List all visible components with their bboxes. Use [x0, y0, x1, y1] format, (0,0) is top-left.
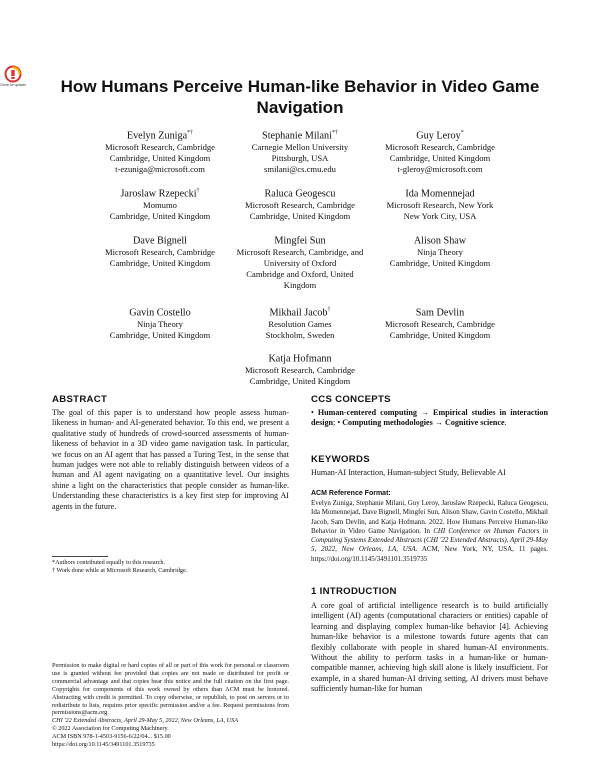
ccs-concept-4: Cognitive science — [444, 418, 505, 428]
author-affiliation-line: Ninja Theory — [137, 319, 183, 330]
author-affiliation-line: Carnegie Mellon University — [251, 142, 349, 153]
abstract-text: The goal of this paper is to understand how people assess human-likeness in human- and AI-generated behavior. To this end, we present a qualitative study of hundreds of crowd-sourced assessments of human-likeness of behavior in a 3D video game navigation task. In particular, we focus on an AI agent that has passed a Turing Test, in the sense that human judges were not able to reliably distinguish between videos of a human and AI agent navigating on a quantitative level. Our insights shine a light on the characteristics that people consider as human-like. Understanding these characteristics is a key first step for improving AI agents in the future. — [52, 408, 289, 511]
author-affiliation-line: Microsoft Research, Cambridge — [244, 365, 355, 376]
author-mark: *† — [331, 130, 338, 136]
author-affiliation-line: Microsoft Research, Cambridge — [104, 142, 215, 153]
ccs-concept-1: Human-centered computing — [317, 408, 417, 417]
footnotes — [52, 559, 289, 575]
author-affiliation-line: Cambridge, United Kingdom — [109, 211, 211, 222]
author-affiliation-line: Microsoft Research, Cambridge — [244, 200, 355, 211]
author-mark: † — [327, 307, 331, 313]
author-affiliation-line: Stockholm, Sweden — [265, 330, 335, 341]
author — [350, 185, 530, 222]
author-affiliation-line: Cambridge, United Kingdom — [109, 153, 211, 164]
author-affiliation-line: Microsoft Research, Cambridge — [384, 319, 495, 330]
author-affiliation-line: Momumo — [143, 200, 177, 211]
author-affiliation-line: Ninja Theory — [417, 247, 463, 258]
doi-link[interactable]: https://doi.org/10.1145/3491101.3519735 — [52, 741, 155, 749]
author-name — [350, 185, 530, 200]
author-name-text: Sam Devlin — [415, 307, 465, 319]
permission-text: Permission to make digital or hard copies of all or part of this work for personal or classroom use is granted without fee provided that copies are not made or distributed for profit or commercial advantage and that copies bear this notice and the full citation on the first page. Copyrights for components of this work owned by others than ACM must be honored. Abstracting with credit is permitted. To copy otherwise, or republish, to post on servers or to redistribute to lists, requires prior specific permission and/or a fee. Request permissions from permissions@acm.org. — [52, 662, 289, 717]
author-name-text: Alison Shaw — [413, 235, 467, 247]
author-name-text: Katja Hofmann — [268, 353, 332, 365]
footnote-equal-contribution: *Authors contributed equally to this research. — [52, 559, 166, 566]
check-for-updates-badge[interactable] — [1, 64, 25, 92]
author-name-text: Gavin Costello — [129, 307, 191, 319]
reference-text — [311, 499, 548, 564]
author-name-text: Mikhail Jacob — [269, 307, 328, 319]
author — [350, 232, 530, 269]
reference-post: ACM, New York, NY, USA, 11 pages. https://doi.org/10.1145/3491101.3519735 — [311, 545, 549, 563]
author-mark: *† — [187, 130, 194, 136]
paper-title: How Humans Perceive Human-like Behavior in Video Game Navigation — [60, 77, 540, 117]
ccs-heading: CCS CONCEPTS — [311, 394, 391, 405]
introduction-heading: 1 INTRODUCTION — [311, 586, 397, 597]
author — [210, 350, 390, 387]
isbn-line: ACM ISBN 978-1-4503-9156-6/22/04... $15.00 — [52, 733, 171, 741]
author-affiliation-line: Cambridge, United Kingdom — [109, 258, 211, 269]
author-name — [350, 304, 530, 319]
author-affiliation-line: New York City, USA — [403, 211, 477, 222]
author-affiliation-line: Resolution Games — [268, 319, 332, 330]
reference-heading: ACM Reference Format: — [311, 490, 391, 497]
author-affiliation-line: Pittsburgh, USA — [271, 153, 329, 164]
author-affiliation-line: Kingdom — [283, 280, 317, 291]
copyright-line: © 2022 Association for Computing Machinery. — [52, 725, 169, 733]
author-affiliation-line: Microsoft Research, Cambridge — [104, 247, 215, 258]
ccs-separator: ; • — [333, 418, 341, 428]
author-affiliation-line: Cambridge, United Kingdom — [249, 376, 351, 387]
author-name-text: Raluca Geogescu — [264, 188, 336, 200]
author-name-text: Guy Leroy — [416, 130, 461, 142]
conference-name: CHI '22 Extended Abstracts, April 29-May 5, 2022, New Orleans, LA, USA — [52, 717, 239, 725]
author-name-text: Evelyn Zuniga — [126, 130, 188, 142]
author-name — [350, 232, 530, 247]
author-affiliation-line: Cambridge, United Kingdom — [109, 330, 211, 341]
author-name — [210, 350, 390, 365]
author-name-text: Mingfei Sun — [274, 235, 326, 247]
author-affiliation-line: Cambridge, United Kingdom — [389, 330, 491, 341]
keywords-heading: KEYWORDS — [311, 454, 370, 465]
keywords-text: Human-AI Interaction, Human-subject Study, Believable AI — [311, 468, 506, 477]
conference-line — [52, 717, 289, 725]
author-name-text: Ida Momennejad — [405, 188, 475, 200]
ccs-concept-2: Empirical studies in interaction design — [311, 408, 548, 428]
ccs-text — [311, 408, 548, 429]
author-affiliation-line: Microsoft Research, Cambridge — [384, 142, 495, 153]
author-affiliation-line[interactable]: t-ezuniga@microsoft.com — [115, 164, 205, 175]
author — [350, 127, 530, 175]
footnote-rule — [52, 556, 108, 557]
author-name-text: Stephanie Milani — [262, 130, 332, 142]
author-name — [350, 127, 530, 142]
author — [350, 304, 530, 341]
author-affiliation-line[interactable]: t-gleroy@microsoft.com — [397, 164, 483, 175]
author-name-text: Dave Bignell — [132, 235, 188, 247]
ccs-end: . — [504, 418, 507, 428]
author-affiliation-line: Cambridge, United Kingdom — [249, 211, 351, 222]
reference-pre: Evelyn Zuniga, Stephanie Milani, Guy Leroy, Jaroslaw Rzepecki, Raluca Geogescu, Ida Momennejad, Dave Bignell, Mingfei Sun, Alison Shaw, Gavin Costello, Mikhail Jacob, Sam Devlin, and Katja Hofmann. 2022. How Humans Perceive Human-like Behavior in Video Game Navigation. In — [311, 499, 548, 535]
author-mark: † — [196, 188, 200, 194]
introduction-text: A core goal of artificial intelligence research is to build artificially intelligent (AI) agents (computational characters or entities) capable of learning and displaying complex human-like behavior [4]. Achieving human-like behavior is a milestone towards future agents that can flexibly collaborate with people in shared human-AI environments. Without the ability to perform tasks in a human-like or human-compatible manner, achieving high skill alone is likely insufficient. For example, in a shared human-AI driving setting, AI drivers must behave sufficiently human-like for human — [311, 601, 548, 694]
badge-label: Check for updates — [0, 83, 26, 87]
ccs-arrow-2: → — [434, 418, 443, 428]
author-mark: * — [460, 130, 464, 136]
author-affiliation-line: Cambridge, United Kingdom — [389, 153, 491, 164]
ccs-bullet: • — [311, 408, 314, 417]
author-affiliation-line: Cambridge, United Kingdom — [389, 258, 491, 269]
author-affiliation-line[interactable]: smilani@cs.cmu.edu — [264, 164, 336, 175]
footnote-work-done: † Work done while at Microsoft Research, Cambridge. — [52, 566, 188, 574]
author-affiliation-line: University of Oxford — [263, 258, 337, 269]
ccs-concept-3: Computing methodologies — [342, 418, 433, 428]
reference-venue: CHI Conference on Human Factors in Computing Systems Extended Abstracts (CHI '22 Extended Abstracts), April 29-May 5, 2022, New Orleans, LA, USA. — [311, 526, 549, 554]
abstract-heading: ABSTRACT — [52, 394, 108, 405]
check-for-updates-icon — [1, 64, 25, 92]
ccs-arrow-1: → — [420, 408, 430, 417]
permission-block — [52, 662, 289, 749]
author-name-text: Jaroslaw Rzepecki — [120, 188, 197, 200]
author-affiliation-line: Microsoft Research, New York — [386, 200, 494, 211]
author-affiliation-line: Microsoft Research, Cambridge, and — [236, 247, 364, 258]
author-affiliation-line: Cambridge and Oxford, United — [246, 269, 354, 280]
